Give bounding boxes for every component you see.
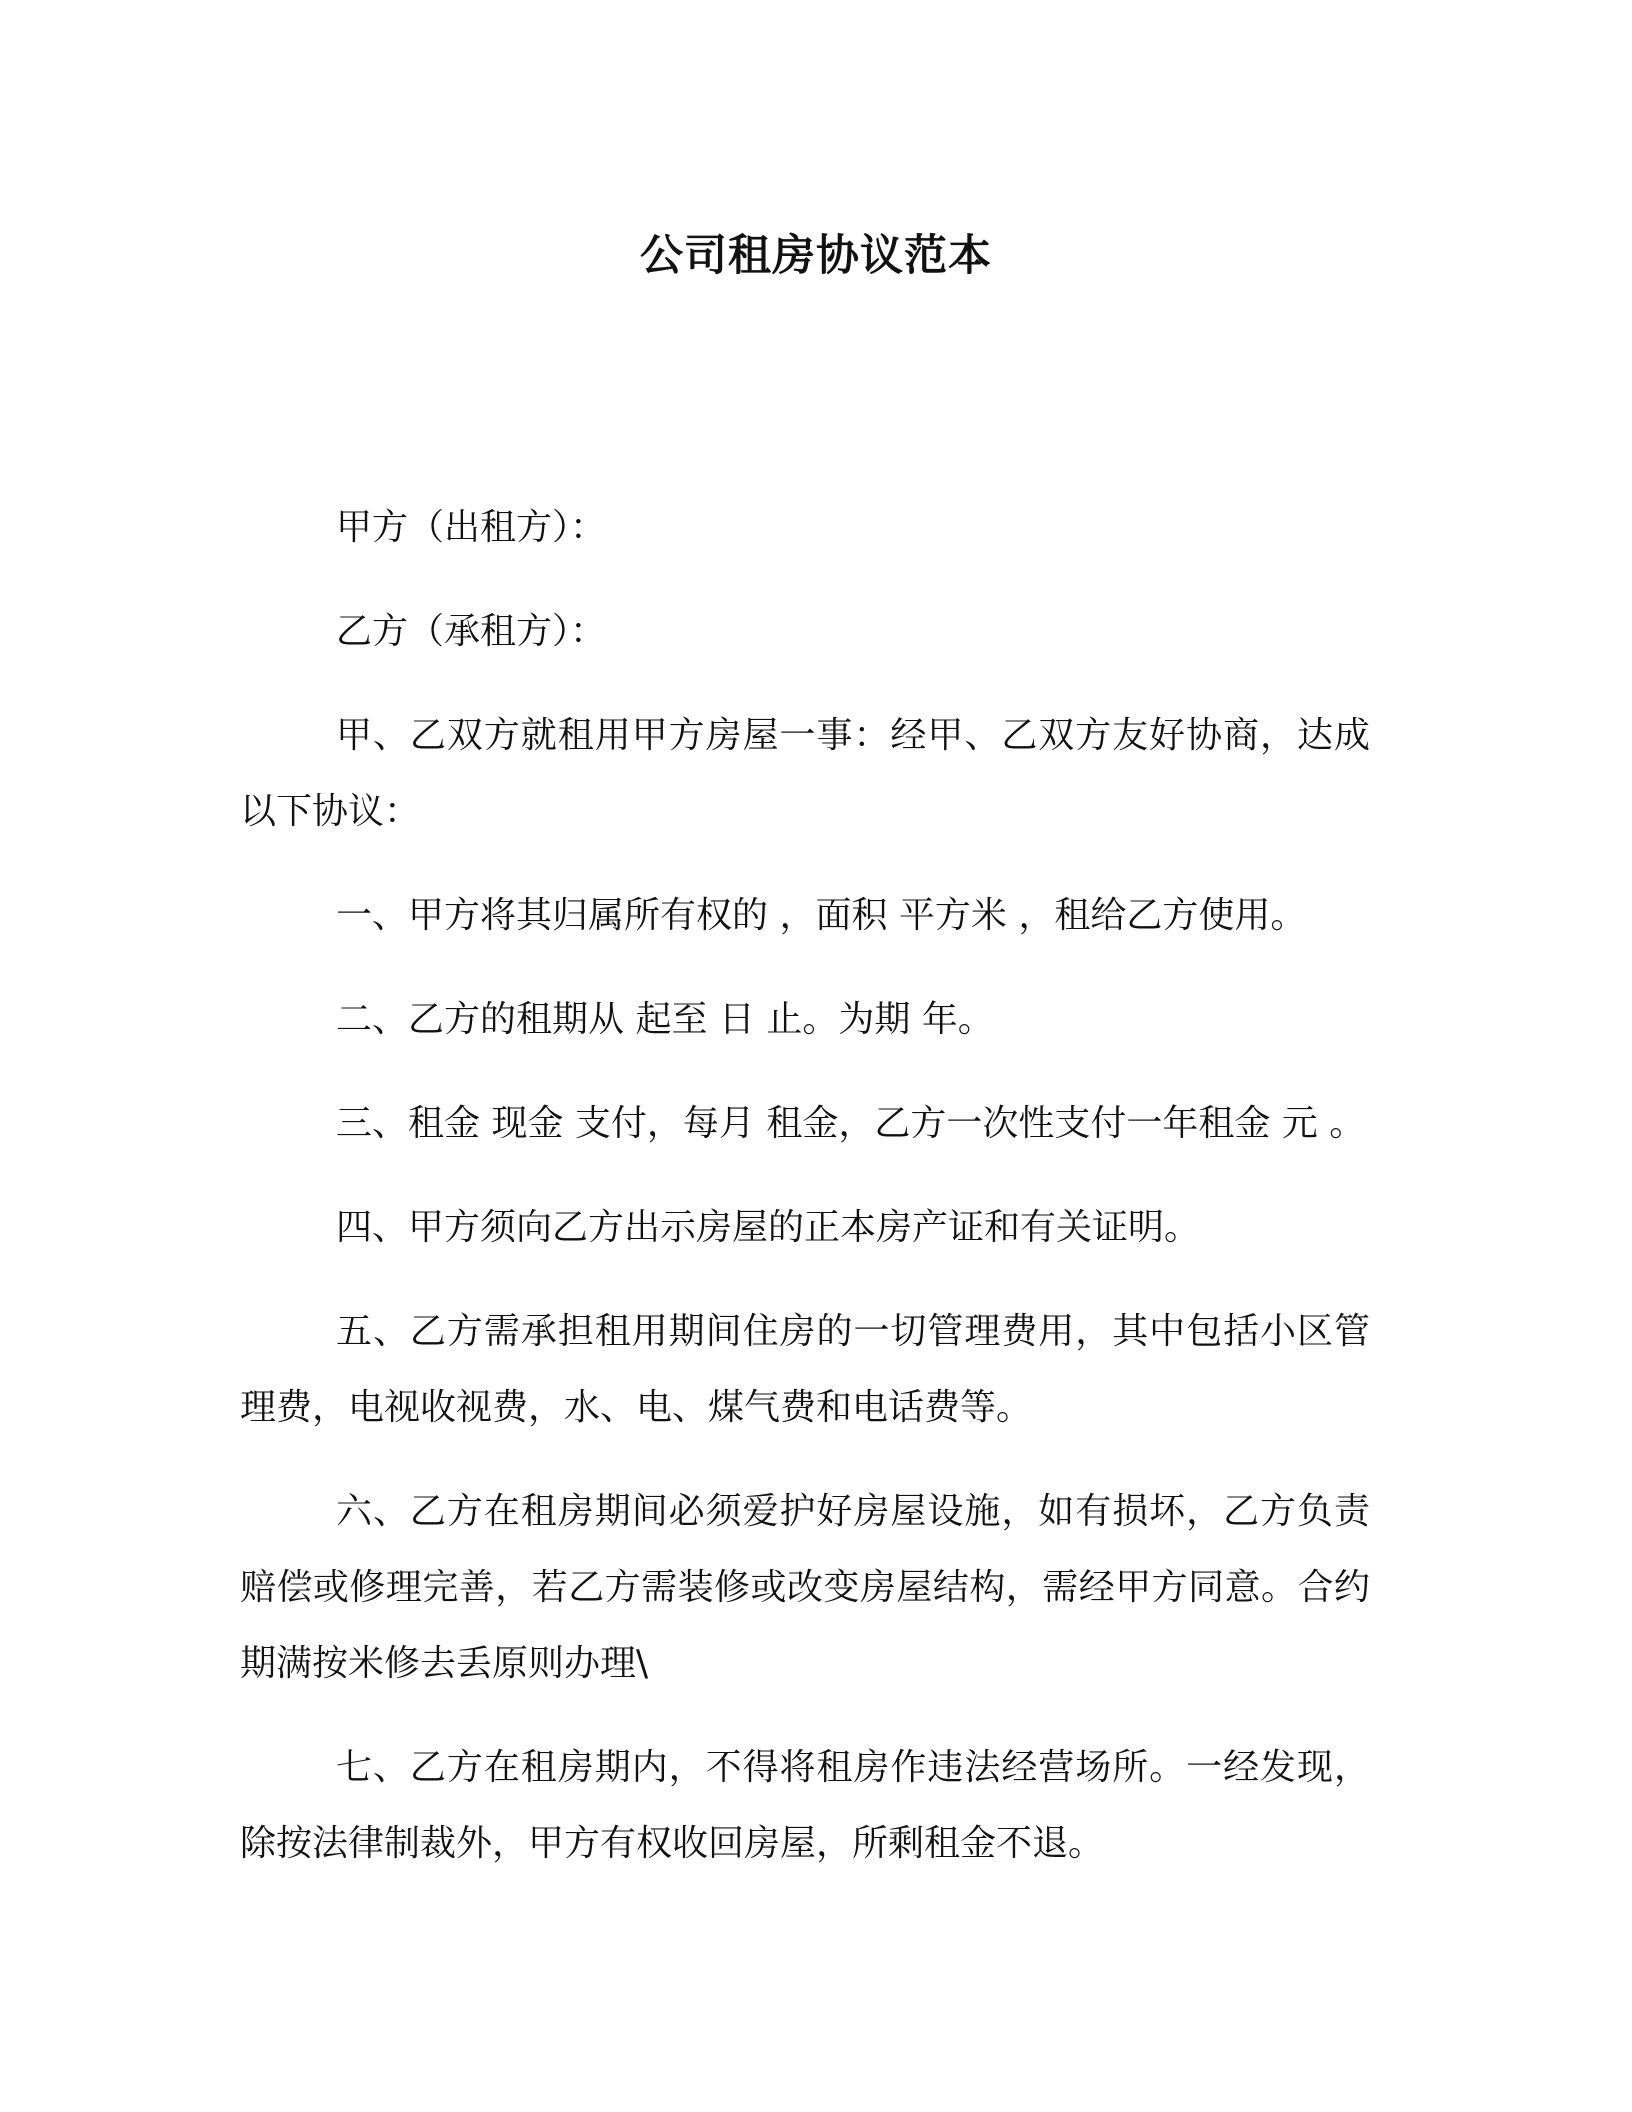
clause-4: 四、甲方须向乙方出示房屋的正本房产证和有关证明。: [336, 1207, 1201, 1248]
party-b-line: 乙方（承租方）：: [336, 611, 607, 652]
clause-2: 二、乙方的租期从 起至 日 止。为期 年。: [336, 999, 994, 1040]
clause-5: 五、乙方需承担租用期间住房的一切管理费用，其中包括小区管理费，电视收视费，水、电、煤气费和电话费等。: [240, 1311, 1370, 1428]
clause-7: 七、乙方在租房期内，不得将租房作违法经营场所。一经发现，除按法律制裁外，甲方有权收回房屋，所剩租金不退。: [240, 1747, 1370, 1864]
preamble-paragraph: 甲、乙双方就租用甲方房屋一事：经甲、乙双方友好协商，达成以下协议：: [240, 715, 1370, 832]
clause-6: 六、乙方在租房期间必须爱护好房屋设施，如有损坏，乙方负责赔偿或修理完善，若乙方需装修或改变房屋结构，需经甲方同意。合约期满按米修去丢原则办理\: [240, 1491, 1370, 1684]
clause-1: 一、甲方将其归属所有权的 ，面积 平方米 ，租给乙方使用。: [336, 895, 1307, 936]
document-body: [240, 490, 1370, 1910]
clause-3: 三、租金 现金 支付，每月 租金，乙方一次性支付一年租金 元 。: [336, 1103, 1366, 1144]
document-title: 公司租房协议范本: [640, 231, 992, 281]
party-a-line: 甲方（出租方）：: [336, 507, 607, 548]
